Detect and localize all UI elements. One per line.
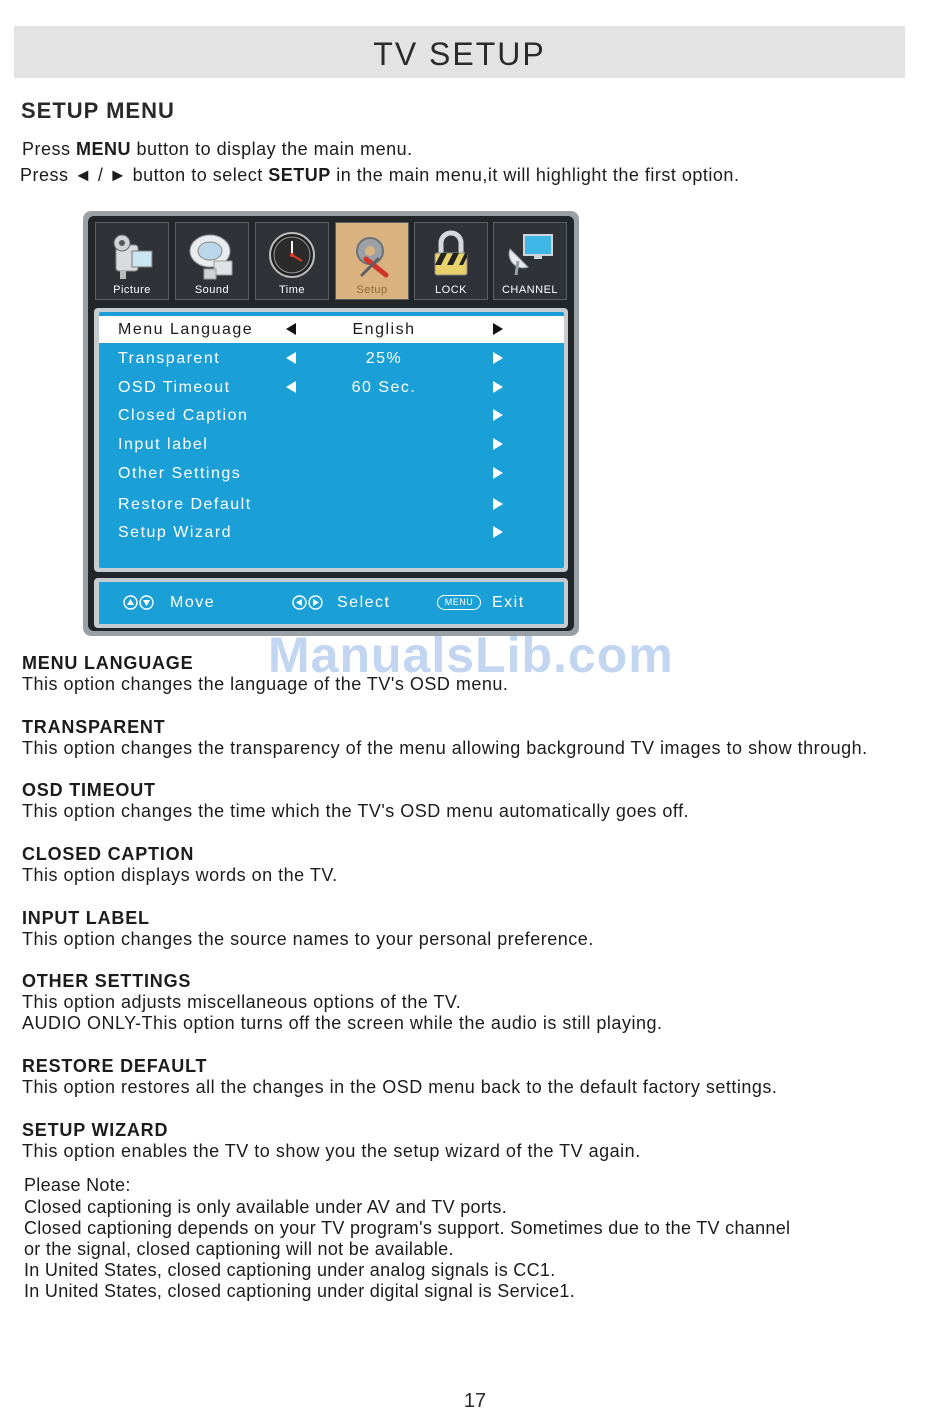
help-select-label: Select bbox=[337, 594, 391, 611]
right-arrow-icon[interactable] bbox=[493, 526, 503, 538]
help-exit-label: Exit bbox=[492, 594, 525, 611]
tab-time[interactable] bbox=[255, 222, 329, 300]
menu-row-input-label[interactable] bbox=[99, 432, 564, 458]
note-line: Closed captioning is only available under AV and TV ports. bbox=[24, 1197, 508, 1217]
tab-label: Picture bbox=[113, 284, 151, 296]
tab-label: LOCK bbox=[435, 284, 467, 296]
desc-title-other-settings: OTHER SETTINGS bbox=[22, 971, 192, 991]
menu-row-label: Transparent bbox=[118, 350, 221, 367]
intro-line-2-pre: Press ◄ / ► button to select bbox=[20, 165, 269, 185]
tab-setup[interactable] bbox=[335, 222, 409, 300]
desc-text-restore-default: This option restores all the changes in the OSD menu back to the default factory settings. bbox=[22, 1077, 778, 1097]
menu-row-label: Input label bbox=[118, 436, 209, 453]
menu-row-value: English bbox=[352, 321, 416, 338]
menu-row-other-settings[interactable] bbox=[99, 461, 564, 487]
desc-text-input-label: This option changes the source names to your personal preference. bbox=[22, 929, 594, 949]
right-arrow-icon[interactable] bbox=[493, 352, 503, 364]
satellite-dish-icon bbox=[506, 229, 554, 283]
intro-line-2 bbox=[20, 165, 739, 186]
tab-picture[interactable] bbox=[95, 222, 169, 300]
right-arrow-icon[interactable] bbox=[493, 498, 503, 510]
desc-title-setup-wizard: SETUP WIZARD bbox=[22, 1120, 169, 1140]
menu-key-badge: MENU bbox=[437, 595, 481, 610]
note-line: or the signal, closed captioning will not be available. bbox=[24, 1239, 454, 1259]
menu-row-value: 25% bbox=[365, 350, 403, 367]
desc-title-osd-timeout: OSD TIMEOUT bbox=[22, 780, 156, 800]
camera-icon bbox=[108, 229, 156, 283]
help-move-label: Move bbox=[170, 594, 216, 611]
desc-text-other-settings-1: This option adjusts miscellaneous options of the TV. bbox=[22, 992, 462, 1012]
intro-line-2-key: SETUP bbox=[268, 165, 331, 185]
section-title: SETUP MENU bbox=[21, 98, 175, 123]
intro-line-2-post: in the main menu,it will highlight the first option. bbox=[330, 165, 740, 185]
page-number: 17 bbox=[463, 1390, 487, 1412]
menu-row-restore-default[interactable] bbox=[99, 492, 564, 518]
menu-row-transparent[interactable] bbox=[99, 346, 564, 372]
tab-lock[interactable] bbox=[414, 222, 488, 300]
menu-row-label: Setup Wizard bbox=[118, 524, 233, 541]
desc-title-input-label: INPUT LABEL bbox=[22, 908, 150, 928]
watermark: ManualsLib.com bbox=[268, 627, 674, 683]
right-arrow-icon[interactable] bbox=[493, 323, 503, 335]
desc-text-menu-language: This option changes the language of the TV's OSD menu. bbox=[22, 674, 509, 694]
up-down-icon bbox=[123, 595, 154, 610]
tab-label: CHANNEL bbox=[501, 284, 559, 296]
right-arrow-icon[interactable] bbox=[493, 438, 503, 450]
menu-row-setup-wizard[interactable] bbox=[99, 520, 564, 546]
tab-channel[interactable] bbox=[493, 222, 567, 300]
menu-row-label: Menu Language bbox=[118, 321, 254, 338]
header-banner bbox=[14, 26, 905, 78]
desc-text-osd-timeout: This option changes the time which the TV's OSD menu automatically goes off. bbox=[22, 801, 690, 821]
padlock-icon bbox=[427, 229, 475, 283]
right-arrow-icon[interactable] bbox=[493, 409, 503, 421]
intro-line-1-post: button to display the main menu. bbox=[131, 139, 413, 159]
left-arrow-icon[interactable] bbox=[286, 381, 296, 393]
menu-row-value: 60 Sec. bbox=[351, 379, 417, 396]
note-line: In United States, closed captioning under digital signal is Service1. bbox=[24, 1281, 576, 1301]
desc-text-transparent: This option changes the transparency of the menu allowing background TV images to show through. bbox=[22, 738, 868, 758]
tools-icon bbox=[348, 229, 396, 283]
intro-line-1 bbox=[22, 139, 413, 160]
clock-icon bbox=[268, 229, 316, 283]
left-arrow-icon[interactable] bbox=[286, 352, 296, 364]
desc-text-setup-wizard: This option enables the TV to show you the setup wizard of the TV again. bbox=[22, 1141, 641, 1161]
tab-label: Setup bbox=[356, 284, 388, 296]
right-arrow-icon[interactable] bbox=[493, 467, 503, 479]
menu-row-osd-timeout[interactable] bbox=[99, 375, 564, 401]
desc-title-restore-default: RESTORE DEFAULT bbox=[22, 1056, 208, 1076]
page-title: TV SETUP bbox=[373, 36, 546, 72]
desc-title-menu-language: MENU LANGUAGE bbox=[22, 653, 194, 673]
left-arrow-icon[interactable] bbox=[286, 323, 296, 335]
note-line: In United States, closed captioning under analog signals is CC1. bbox=[24, 1260, 556, 1280]
intro-line-1-key: MENU bbox=[76, 139, 132, 159]
menu-row-label: Restore Default bbox=[118, 496, 252, 513]
intro-line-1-pre: Press bbox=[22, 139, 77, 159]
speaker-icon bbox=[188, 229, 236, 283]
tab-label: Time bbox=[278, 284, 306, 296]
note-line: Closed captioning depends on your TV program's support. Sometimes due to the TV channel bbox=[24, 1218, 791, 1238]
tab-label: Sound bbox=[194, 284, 230, 296]
note-heading: Please Note: bbox=[24, 1175, 131, 1195]
desc-title-transparent: TRANSPARENT bbox=[22, 717, 166, 737]
desc-text-other-settings-2: AUDIO ONLY-This option turns off the screen while the audio is still playing. bbox=[22, 1013, 663, 1033]
right-arrow-icon[interactable] bbox=[493, 381, 503, 393]
tab-sound[interactable] bbox=[175, 222, 249, 300]
menu-row-label: OSD Timeout bbox=[118, 379, 231, 396]
menu-row-language[interactable] bbox=[99, 317, 564, 343]
menu-row-label: Closed Caption bbox=[118, 407, 249, 424]
menu-row-closed-caption[interactable] bbox=[99, 403, 564, 429]
desc-text-closed-caption: This option displays words on the TV. bbox=[22, 865, 338, 885]
menu-row-label: Other Settings bbox=[118, 465, 242, 482]
left-right-icon bbox=[292, 595, 323, 610]
desc-title-closed-caption: CLOSED CAPTION bbox=[22, 844, 195, 864]
